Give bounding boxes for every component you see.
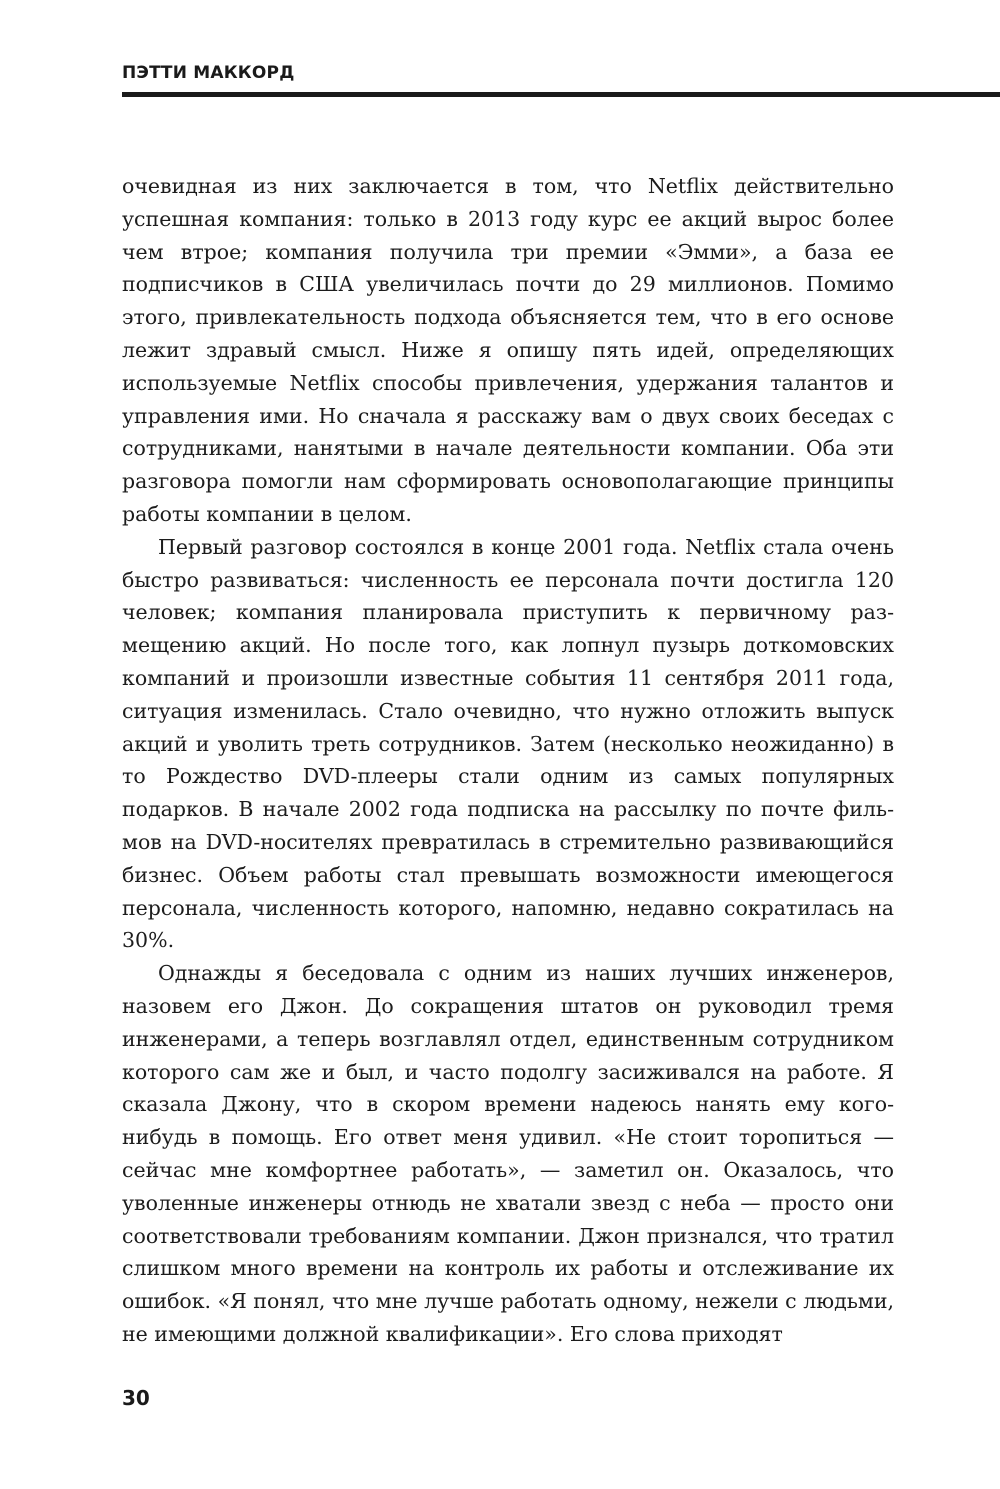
paragraph-1: очевидная из них заключается в том, что Netflix действительно успешная компания: только в 2013 году курс ее акций вырос более чем втрое; компания получила три премии «Эмми», а база ее подписчиков в США увеличилась почти до 29 миллионов. Помимо этого, привлекательность подхода объясняется тем, что в его основе лежит здравый смысл. Ниже я опишу пять идей, определяющих используемые Netflix способы привлечения, удержания талантов и управления ими. Но сначала я расскажу вам о двух своих беседах с сотрудниками, нанятыми в начале деятельности компании. Оба эти разговора помогли нам сформировать основополагающие принципы работы компании в целом.	[122, 174, 894, 526]
body-text	[122, 170, 894, 1351]
page-number: 30	[122, 1386, 150, 1410]
header-rule	[122, 92, 1000, 97]
paragraph-3: Однажды я беседовала с одним из наших лучших инженеров, назовем его Джон. До сокращения штатов он руководил тремя инженерами, а теперь возглавлял отдел, единственным сотрудником которого сам же и был, и часто подолгу засиживался на работе. Я сказала Джону, что в скором времени надеюсь нанять ему кого-нибудь в помощь. Его ответ меня удивил. «Не стоит торопиться — сейчас мне комфортнее работать», — заметил он. Оказалось, что уволенные инженеры отнюдь не хватали звезд с неба — просто они соответствовали требованиям компании. Джон признался, что тратил слишком много времени на контроль их работы и отслеживание их ошибок. «Я понял, что мне лучше работать одному, нежели с людьми, не имеющими должной квалификации». Его слова приходят	[122, 961, 894, 1346]
paragraph-2: Первый разговор состоялся в конце 2001 года. Netflix стала очень быстро развиваться: численность ее персонала почти достигла 120 человек; компания планировала приступить к первичному размещению акций. Но после того, как лопнул пузырь доткомовских компаний и произошли известные события 11 сентября 2011 года, ситуация изменилась. Стало очевидно, что нужно отложить выпуск акций и уволить треть сотрудников. Затем (несколько неожиданно) в то Рождество DVD-плееры стали одним из самых популярных подарков. В начале 2002 года подписка на рассылку по почте фильмов на DVD-носителях превратилась в стремительно развивающийся бизнес. Объем работы стал превышать возможности имеющегося персонала, численность которого, напомню, недавно сократилась на 30%.	[122, 534, 894, 953]
running-head: ПЭТТИ МАККОРД	[122, 63, 295, 83]
